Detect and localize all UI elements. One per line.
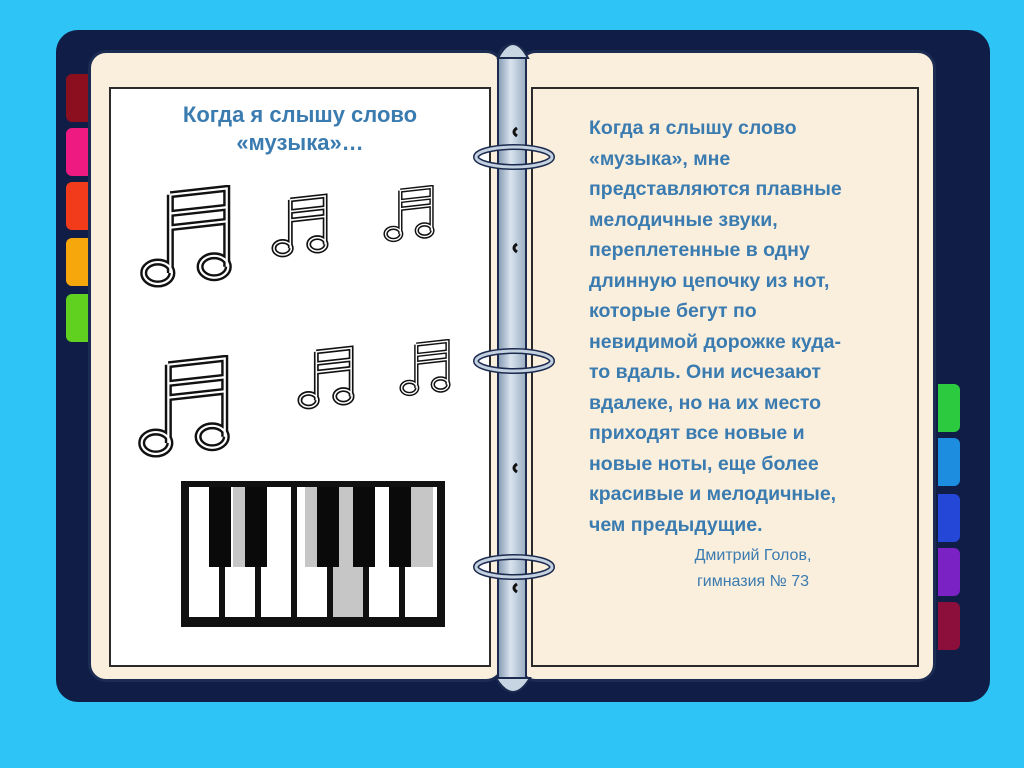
music-note-icon	[399, 339, 451, 397]
piano-keyboard-icon	[181, 481, 445, 627]
music-note-icon	[383, 185, 435, 243]
music-note-icon	[137, 355, 231, 459]
title-line-2: «музыка»…	[236, 130, 364, 155]
spine-hooks-upper	[507, 124, 523, 284]
tab-right-2[interactable]	[938, 438, 960, 486]
tab-left-1[interactable]	[66, 74, 88, 122]
author-signature	[653, 543, 853, 595]
music-note-icon	[271, 193, 329, 259]
left-page-frame	[109, 87, 491, 667]
author-school: гимназия № 73	[696, 573, 810, 590]
music-note-icon	[297, 345, 355, 411]
right-page	[518, 50, 936, 682]
tab-right-1[interactable]	[938, 384, 960, 432]
tab-left-4[interactable]	[66, 238, 88, 286]
spine-hooks-lower	[507, 460, 523, 600]
spine-top-cap	[496, 36, 530, 60]
spine-bottom-cap	[494, 676, 532, 698]
tab-left-5[interactable]	[66, 294, 88, 342]
music-note-icon	[139, 185, 233, 289]
tab-right-3[interactable]	[938, 494, 960, 542]
binder-ring-icon	[472, 346, 556, 376]
left-page	[88, 50, 504, 682]
right-page-frame	[531, 87, 919, 667]
tab-left-3[interactable]	[66, 182, 88, 230]
left-page-title	[111, 101, 489, 157]
tab-right-5[interactable]	[938, 602, 960, 650]
poem-text: Когда я слышу слово «музыка», мне представляются плавные мелодичные звуки, переплетенные в одну длинную цепочку из нот, которые бегут по невидимой дорожке куда- то вдаль. Они исчезают вдалеке, но на их место приходят все новые и новые ноты, еще более красивые и мелодичные, чем предыдущие.	[589, 117, 842, 536]
tab-left-2[interactable]	[66, 128, 88, 176]
tab-right-4[interactable]	[938, 548, 960, 596]
author-name: Дмитрий Голов,	[694, 547, 812, 564]
title-line-1: Когда я слышу слово	[182, 102, 418, 127]
